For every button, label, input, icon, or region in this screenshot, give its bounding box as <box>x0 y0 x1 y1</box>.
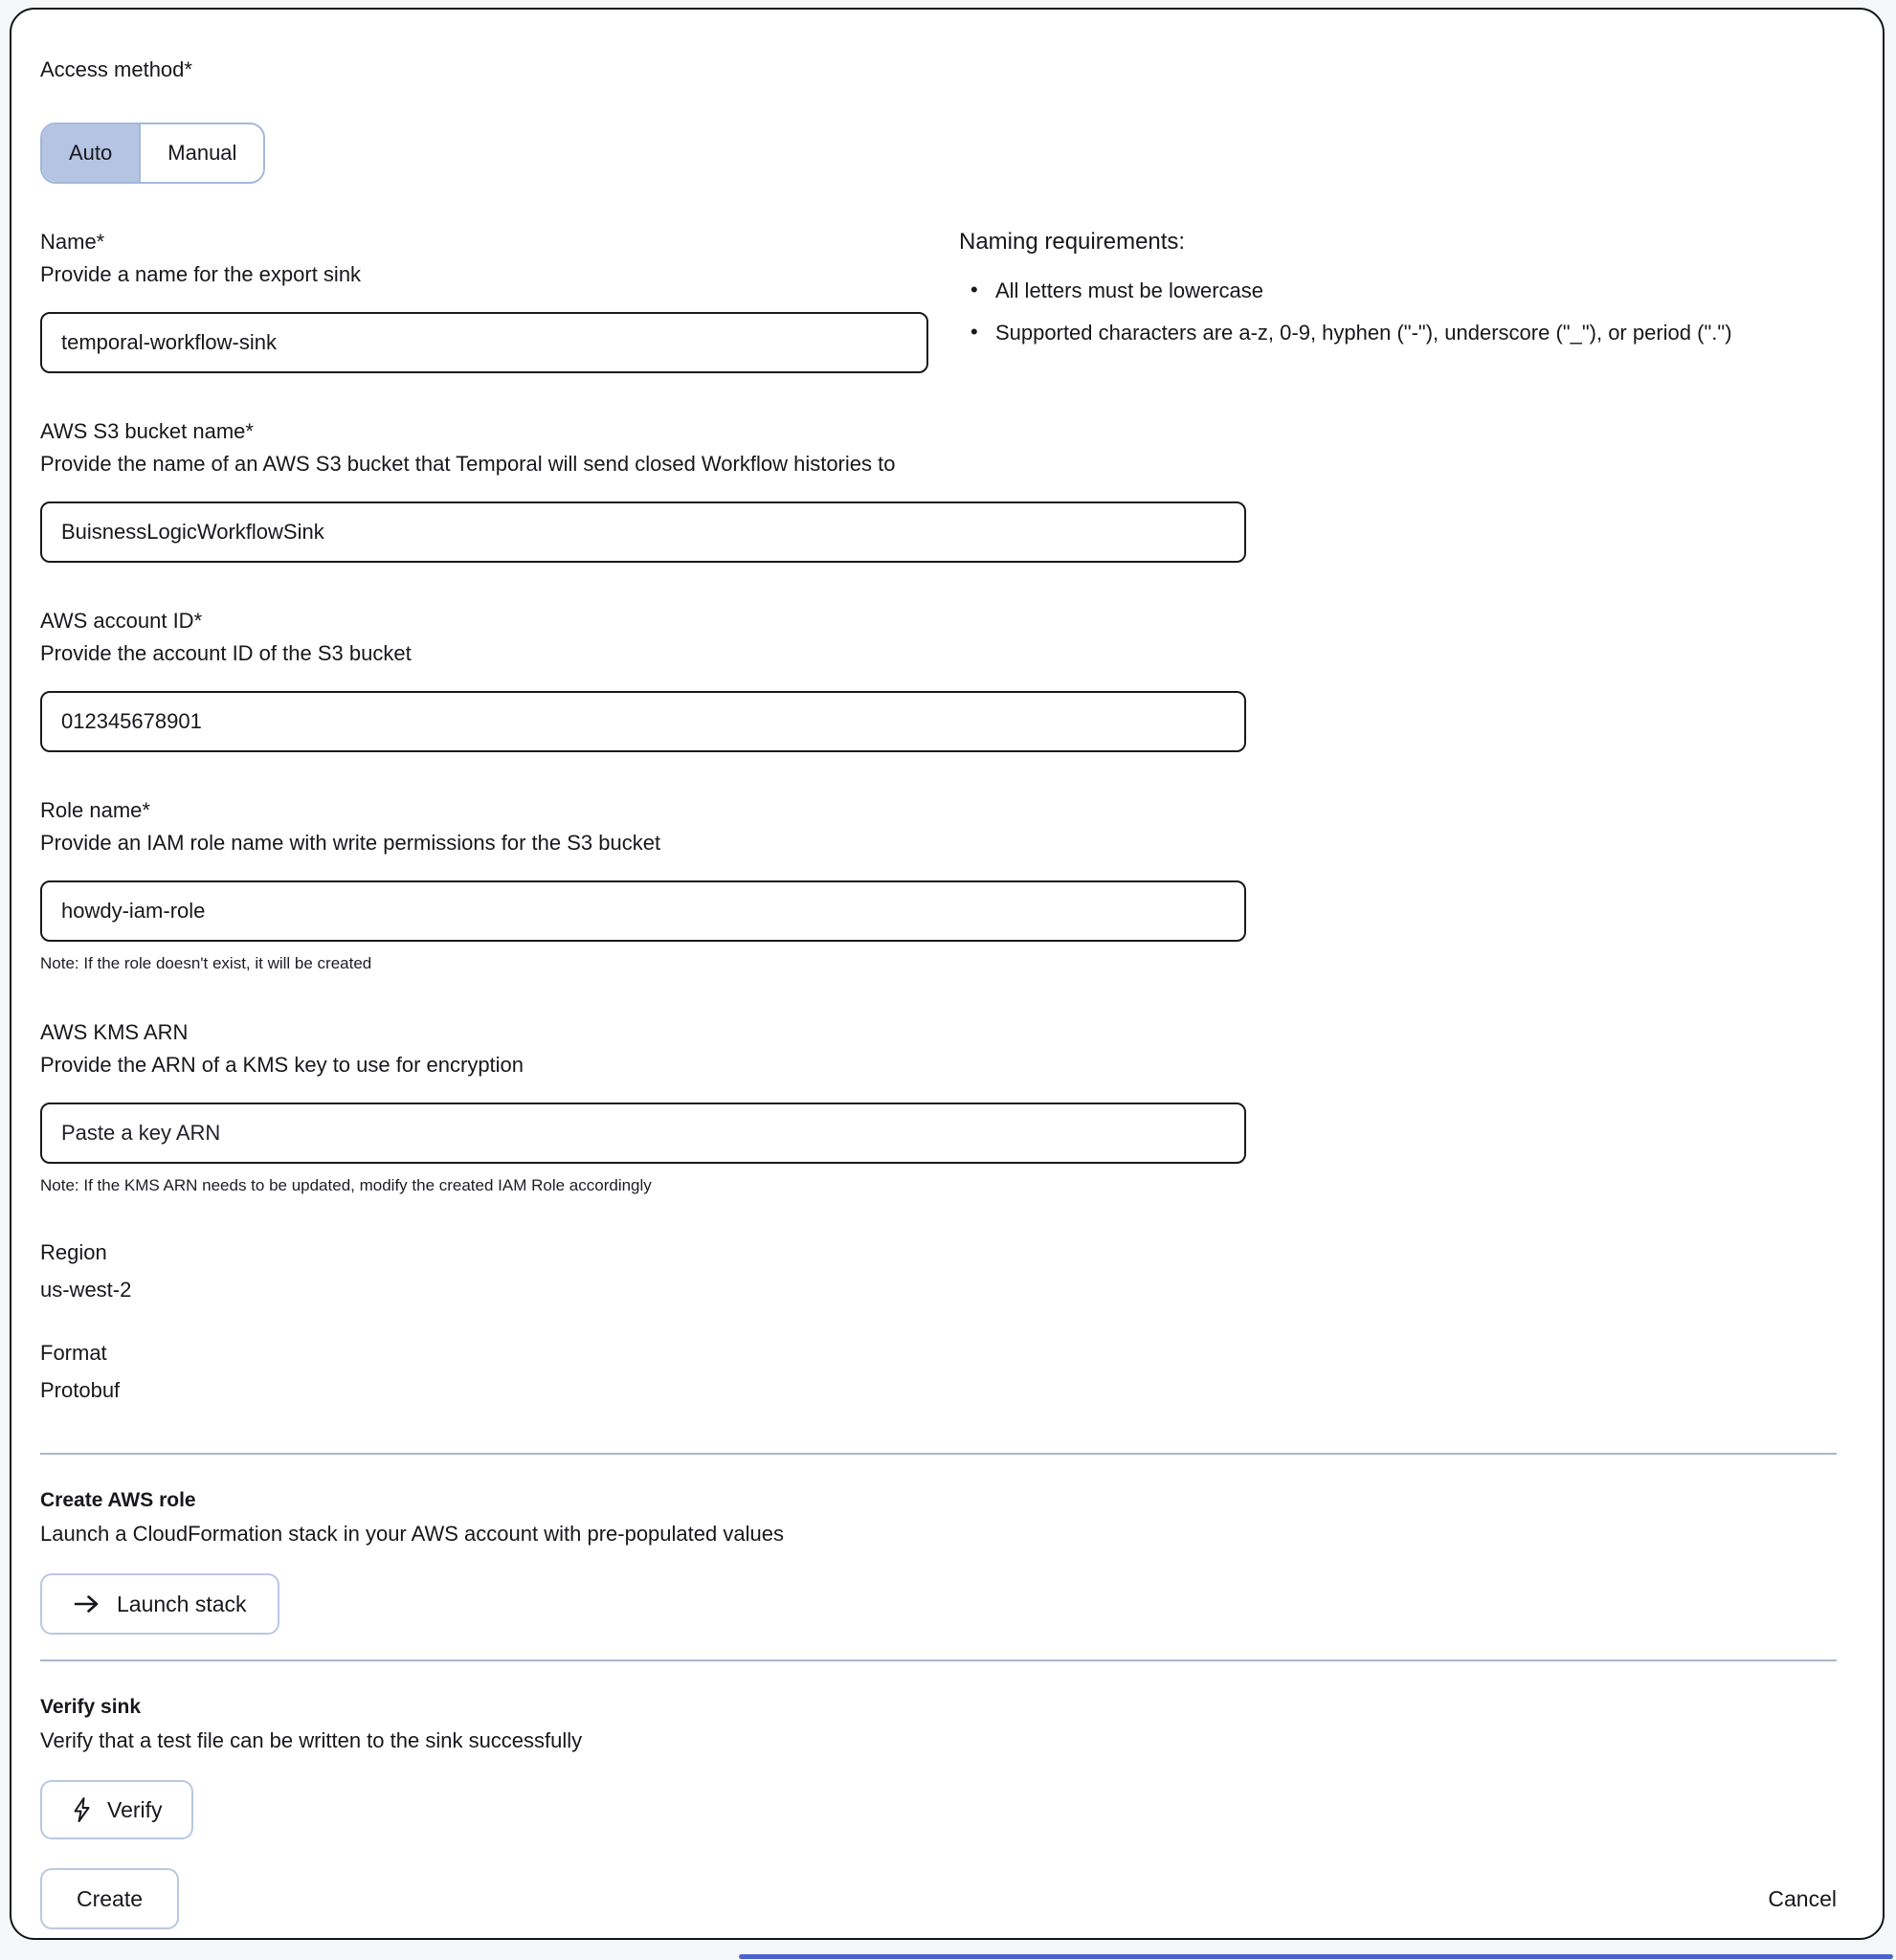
access-method-toggle <box>40 122 265 184</box>
create-role-section <box>40 1485 1837 1635</box>
naming-requirements-list <box>959 274 1837 350</box>
name-label: Name* <box>40 230 105 254</box>
format-label: Format <box>40 1341 107 1365</box>
kms-field <box>40 1016 1837 1196</box>
format-block <box>40 1337 1837 1407</box>
verify-sink-description: Verify that a test file can be written to the sink successfully <box>40 1728 583 1752</box>
lightning-icon <box>71 1796 92 1823</box>
bucket-description: Provide the name of an AWS S3 bucket that Temporal will send closed Workflow histories to <box>40 452 896 476</box>
account-description: Provide the account ID of the S3 bucket <box>40 641 412 665</box>
kms-input[interactable] <box>40 1102 1246 1164</box>
verify-button[interactable] <box>40 1780 193 1839</box>
access-method-manual[interactable]: Manual <box>139 124 263 182</box>
role-field <box>40 794 1837 974</box>
name-field <box>40 226 928 373</box>
naming-requirement-item: • Supported characters are a-z, 0-9, hyphen ("-"), underscore ("_"), or period (".") <box>959 316 1837 350</box>
bucket-label: AWS S3 bucket name* <box>40 419 254 443</box>
name-input[interactable] <box>40 312 928 373</box>
role-input[interactable] <box>40 880 1246 942</box>
verify-sink-title: Verify sink <box>40 1696 142 1718</box>
cancel-button[interactable]: Cancel <box>1768 1885 1837 1911</box>
account-label: AWS account ID* <box>40 609 203 633</box>
region-block <box>40 1236 1837 1306</box>
verify-label: Verify <box>107 1796 163 1822</box>
naming-requirement-item: • All letters must be lowercase <box>959 274 1837 308</box>
export-sink-form <box>10 8 1885 1940</box>
naming-requirements-title: Naming requirements: <box>959 229 1186 255</box>
bucket-field <box>40 415 1837 563</box>
kms-note: Note: If the KMS ARN needs to be updated, modify the created IAM Role accordingly <box>40 1176 652 1194</box>
bullet-icon: • <box>970 278 978 301</box>
divider <box>40 1659 1837 1661</box>
region-label: Region <box>40 1240 107 1264</box>
account-input[interactable] <box>40 691 1246 752</box>
create-role-title: Create AWS role <box>40 1489 196 1511</box>
divider <box>40 1453 1837 1455</box>
role-description: Provide an IAM role name with write permissions for the S3 bucket <box>40 831 661 855</box>
name-description: Provide a name for the export sink <box>40 262 362 286</box>
create-button[interactable]: Create <box>40 1868 179 1929</box>
launch-stack-label: Launch stack <box>117 1591 247 1616</box>
bullet-icon: • <box>970 320 978 344</box>
access-method-label: Access method* <box>40 57 192 81</box>
footer <box>40 1868 1837 1929</box>
verify-sink-section <box>40 1692 1837 1839</box>
access-method-auto[interactable]: Auto <box>42 124 139 182</box>
horizontal-scrollbar-thumb[interactable] <box>739 1954 1893 1959</box>
kms-label: AWS KMS ARN <box>40 1020 189 1044</box>
arrow-right-icon <box>73 1592 101 1615</box>
format-value: Protobuf <box>40 1378 121 1402</box>
launch-stack-button[interactable] <box>40 1573 279 1635</box>
role-label: Role name* <box>40 798 150 822</box>
kms-description: Provide the ARN of a KMS key to use for encryption <box>40 1053 524 1077</box>
naming-requirements <box>959 226 1837 358</box>
region-value: us-west-2 <box>40 1278 132 1302</box>
create-role-description: Launch a CloudFormation stack in your AWS account with pre-populated values <box>40 1522 784 1546</box>
role-note: Note: If the role doesn't exist, it will be created <box>40 954 372 972</box>
name-row <box>40 226 1837 373</box>
account-field <box>40 605 1837 752</box>
bucket-input[interactable] <box>40 501 1246 563</box>
